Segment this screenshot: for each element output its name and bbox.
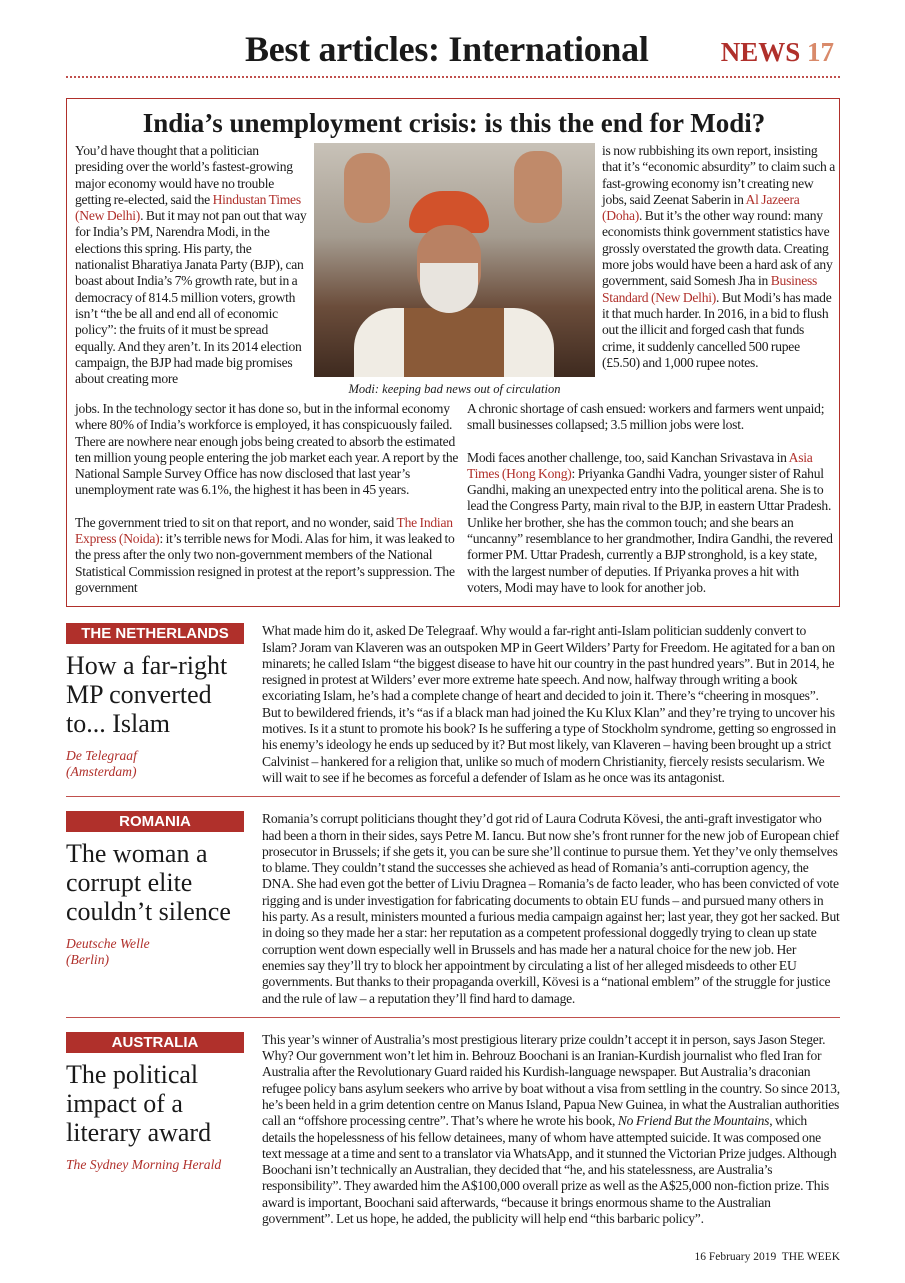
story-body: What made him do it, asked De Telegraaf. Why would a far-right anti-Islam politician suddenly convert to Islam? Joram van Klaveren was an outspoken MP in Geert Wilders’ Party for Freedom. He agitated for a ban on minarets; he called Islam “the biggest disease to have hit our country in the past hundred years”. But in 2014, he resigned in protest at Wilders’ ever more extreme hate speech. And now, halfway through writing a book excoriating Islam, he’s had a complete change of heart and decided to join it. There’s “cheering in mosques”. But to bewildered friends, it’s “as if a black man had joined the Ku Klux Klan” and they’re trying to uncover his motives. Is it a stunt to promote his book? Is he suffering a type of Stockholm syndrome, getting so engrossed in his enemy’s ideology he ends up seduced by it? But most likely, van Klaveren – having been brought up a strict Calvinist – hankered for a religion that, unlike so much of modern Christianity, fiercely resists secularism. We will wait to see if he becomes as forceful a defender of Islam as he once was its antagonist. bbox=[262, 623, 836, 785]
lead-column-1b bbox=[75, 401, 459, 596]
source-link[interactable]: Al Jazeera (Doha) bbox=[602, 191, 800, 224]
text: , which details the hopelessness of his fellow detainees, many of whom have attempted suicide. It was composed one text message at a time and sent to a translator via WhatsApp, and it stunned the Victorian Prize judges. Although Boochani isn’t technically an Australian, they decided that “he, and his statelessness, are Australia’s responsibility”. They awarded him the A$100,000 overall prize as well as the A$25,000 non-fiction prize. This award is important, Boochani said afterwards, “because it brings enormous shame to the Australian government”. Let us hope, he added, the publicity will help end “this barbaric policy”. bbox=[262, 1113, 837, 1227]
story-heading-block bbox=[66, 811, 251, 968]
story-heading-block bbox=[66, 623, 251, 780]
section-label bbox=[721, 36, 834, 68]
country-tag: THE NETHERLANDS bbox=[66, 623, 244, 644]
text: You’d have thought that a politician presiding over the world’s fastest-growing major economy would have no trouble getting re-elected, said the bbox=[75, 143, 293, 207]
page-number: 17 bbox=[807, 37, 834, 67]
story-romania bbox=[66, 796, 840, 1017]
lead-article bbox=[66, 98, 840, 607]
page-header bbox=[66, 28, 840, 78]
lead-headline: India’s unemployment crisis: is this the end for Modi? bbox=[142, 108, 766, 138]
story-source: De Telegraaf (Amsterdam) bbox=[66, 748, 137, 780]
story-source: Deutsche Welle (Berlin) bbox=[66, 936, 150, 968]
text: . But it may not pan out that way for India’s PM, Narendra Modi, in the elections this spring. His party, the nationalist Bharatiya Janata Party (BJP), can boast about India’s 7% growth rate, but in a democracy of 814.5 million voters, growth isn’t “the be all and end all of economic policy”: the fruits of it must be spread equally. And they aren’t. In its 2014 election campaign, the BJP had made big promises about creating more bbox=[75, 208, 307, 387]
story-netherlands bbox=[66, 607, 840, 796]
page-footer bbox=[66, 1251, 840, 1263]
country-tag: ROMANIA bbox=[66, 811, 244, 832]
story-source: The Sydney Morning Herald bbox=[66, 1156, 222, 1172]
text: is now rubbishing its own report, insisting that it’s “economic absurdity” to claim such a fast-growing economy isn’t creating new jobs, said Zeenat Saberin in bbox=[602, 143, 836, 207]
story-australia bbox=[66, 1017, 840, 1238]
lead-top-row bbox=[75, 143, 836, 397]
text: : it’s terrible news for Modi. Alas for him, it was leaked to the press after the only two non-government members of the National Statistical Commission resigned in protest at the report’s suppression. The government bbox=[75, 531, 455, 595]
photo-caption: Modi: keeping bad news out of circulation bbox=[348, 382, 561, 396]
text: jobs. In the technology sector it has done so, but in the informal economy where 80% of India’s workforce is employed, it has conspicuously failed. There are nowhere near enough jobs being created to absorb the estimated ten million young people entering the job market each year. A report by the National Sample Survey Office has now disclosed that last year’s unemployment rate was 6.1%, the highest it has been in 45 years. bbox=[75, 401, 459, 498]
story-headline: The political impact of a literary award bbox=[66, 1059, 212, 1147]
text: The government tried to sit on that report, and no wonder, said bbox=[75, 514, 397, 530]
source-link[interactable]: Business Standard (New Delhi) bbox=[602, 273, 818, 305]
text: This year’s winner of Australia’s most prestigious literary prize couldn’t accept it in person, says Jason Steger. Why? Our government won’t let him in. Behrouz Boochani is an Iranian-Kurdish journalist who fled Iran for Australia after the Revolutionary Guard raided his Kurdish-language newspaper. But Australia’s draconian refugee policy bans asylum seekers who arrive by boat without a visa from settling in the country. So since 2013, he’s been held in a grim detention centre on Manus Island, Papua New Guinea, in what the Australian authorities call an “offshore processing centre”. That’s where he wrote his book, bbox=[262, 1031, 840, 1129]
source-link[interactable]: Asia Times (Hong Kong) bbox=[467, 449, 813, 481]
text: . But it’s the other way round: many economists think government statistics have grossly overstated the growth data. Creating more jobs would have been a hard ask of any government, said Somesh Jha in bbox=[602, 208, 833, 289]
story-body bbox=[262, 1032, 840, 1228]
issue-date: 16 February 2019 bbox=[694, 1251, 777, 1264]
story-headline: The woman a corrupt elite couldn’t silence bbox=[66, 839, 231, 927]
modi-photo bbox=[314, 143, 595, 377]
photo-block bbox=[314, 143, 595, 397]
publication-name: THE WEEK bbox=[781, 1251, 840, 1264]
story-heading-block bbox=[66, 1032, 251, 1173]
source-link[interactable]: Hindustan Times (New Delhi) bbox=[75, 191, 301, 224]
source-link[interactable]: The Indian Express (Noida) bbox=[75, 514, 453, 547]
text: Modi faces another challenge, too, said Kanchan Srivastava in bbox=[467, 449, 789, 465]
book-title: No Friend But the Mountains bbox=[617, 1113, 770, 1129]
text: : Priyanka Gandhi Vadra, younger sister of Rahul Gandhi, making an unexpected entry into the political arena. She is to lead the Congress Party, main rival to the BJP, in eastern Uttar Pradesh. Unlike her brother, she has the common touch; and she bears an “uncanny” resemblance to her grandmother, Indira Gandhi, the revered former PM. Uttar Pradesh, currently a BJP stronghold, is a key state, with the largest number of deputies. If Priyanka proves a hit with voters, Modi may have to look for another job. bbox=[467, 465, 833, 595]
lead-column-1 bbox=[75, 143, 307, 387]
page-title: Best articles: International bbox=[245, 29, 649, 69]
story-body: Romania’s corrupt politicians thought they’d got rid of Laura Codruta Kövesi, the anti-graft investigator who had been a thorn in their sides, says Petre M. Iancu. But now she’s front runner for the new job of European chief prosecutor in Brussels; if she gets it, you can be sure she’ll continue to pursue them. Yet they’ve only themselves to blame. They couldn’t stand the successes she achieved as head of Romania’s anti-corruption agency, the DNA. She had even got the better of Liviu Dragnea – Romania’s de facto leader, who has been convicted of vote rigging and is under investigation for fabricating documents to obtain EU funds – and pursued many others in his party. As a result, ministers mounted a furious media campaign against her; last year, they got her sacked. But in doing so they made her a star: her reputation as a competent professional doggedly trying to clean up state corruption went down especially well in Brussels and has made her a natural choice for the new job. Her enemies say they’ll try to block her appointment by circulating a list of her alleged misdeeds to other EU governments. But thanks to their propaganda overkill, Kövesi is a “national emblem” of the struggle for justice and the rule of law – a reputation they’ll find hard to damage. bbox=[262, 811, 840, 1006]
lead-bottom-row bbox=[75, 401, 833, 596]
section-name: NEWS bbox=[720, 37, 801, 67]
story-headline: How a far-right MP converted to... Islam bbox=[66, 651, 228, 739]
country-tag: AUSTRALIA bbox=[66, 1032, 244, 1053]
lead-column-3b bbox=[467, 401, 833, 596]
text: A chronic shortage of cash ensued: workers and farmers went unpaid; small businesses collapsed; 3.5 million jobs were lost. bbox=[467, 401, 825, 433]
text: . But Modi’s has made it that much harder. In 2016, in a bid to flush out the illicit and forged cash that funds crime, it suddenly cancelled 500 rupee (£5.50) and 1,000 rupee notes. bbox=[602, 289, 832, 370]
lead-column-3 bbox=[602, 143, 838, 371]
